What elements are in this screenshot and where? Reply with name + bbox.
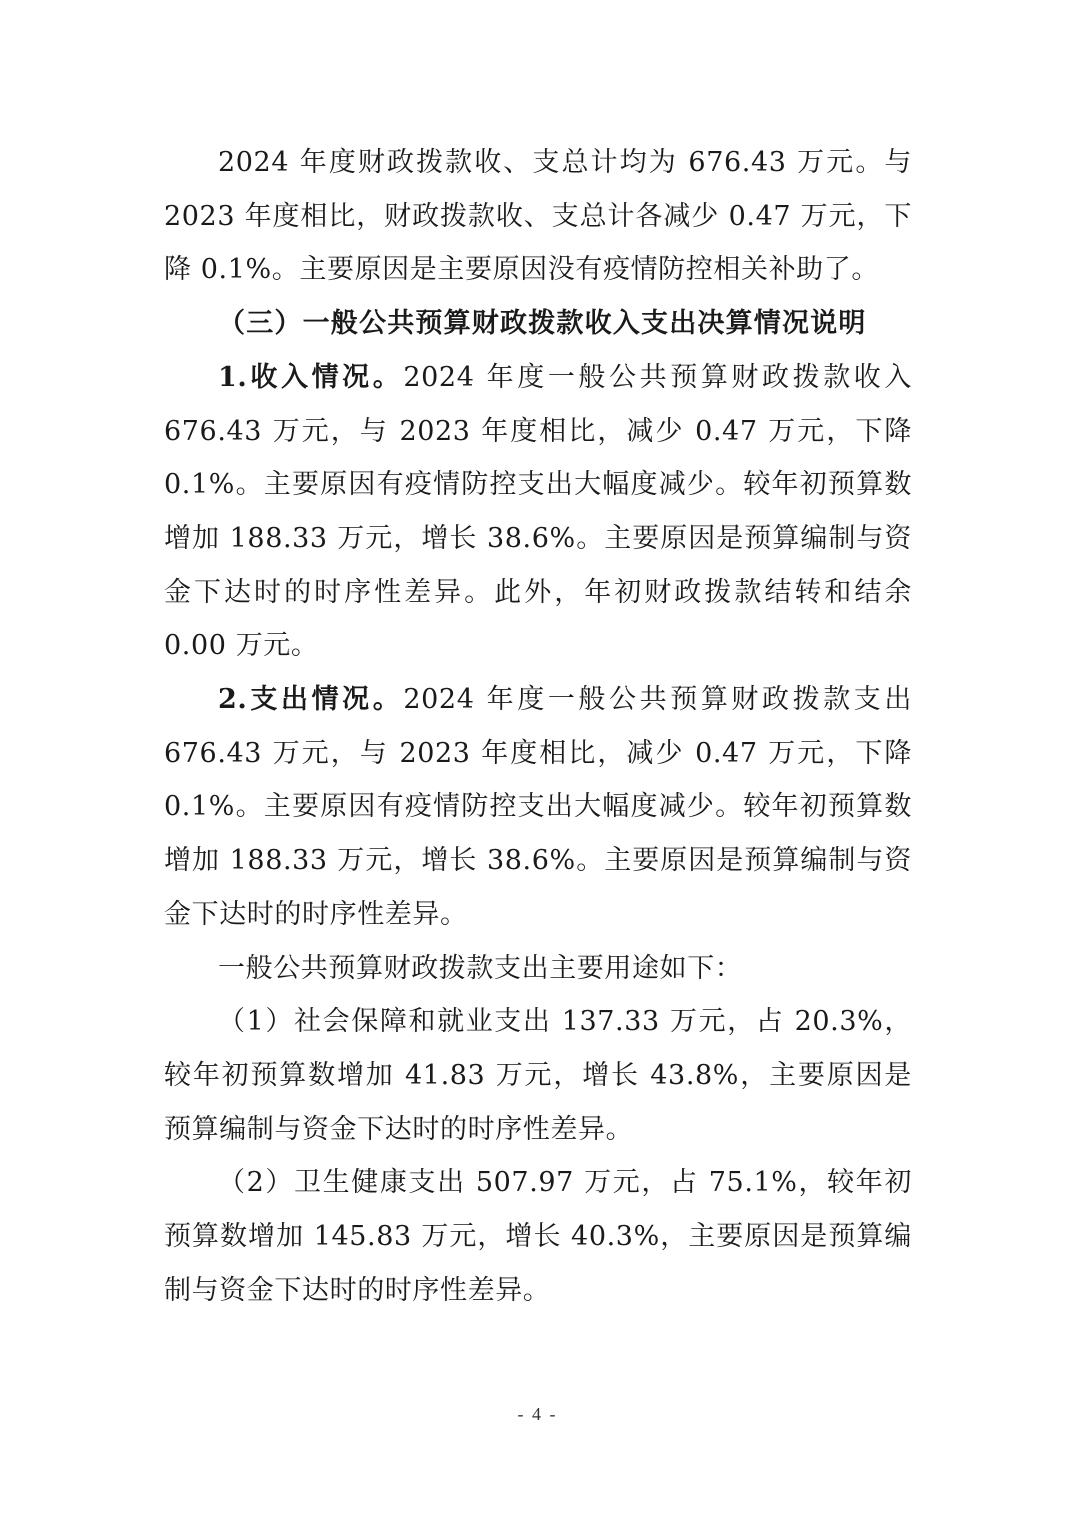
use-item-social-security: （1）社会保障和就业支出 137.33 万元，占 20.3%，较年初预算数增加 41.83 万元，增长 43.8%，主要原因是预算编制与资金下达时的时序性差异。	[164, 1006, 912, 1145]
expense-lead: 2.支出情况。	[218, 684, 404, 716]
income-lead: 1.收入情况。	[218, 361, 404, 393]
section-heading: （三）一般公共预算财政拨款收入支出决算情况说明	[218, 308, 867, 340]
document-body	[164, 136, 912, 1317]
income-text: 2024 年度一般公共预算财政拨款收入 676.43 万元，与 2023 年度相比，减少 0.47 万元，下降 0.1%。主要原因有疫情防控支出大幅度减少。较年初预算数增加 188.33 万元，增长 38.6%。主要原因是预算编制与资金下达时的时序性差异。此外，年初财政拨款结转和结余 0.00 万元。	[164, 361, 912, 662]
uses-intro-paragraph: 一般公共预算财政拨款支出主要用途如下：	[218, 952, 743, 984]
page-number: - 4 -	[517, 1404, 558, 1424]
income-paragraph	[164, 351, 912, 673]
expense-paragraph	[164, 673, 912, 942]
use-item-health: （2）卫生健康支出 507.97 万元，占 75.1%，较年初预算数增加 145.83 万元，增长 40.3%，主要原因是预算编制与资金下达时的时序性差异。	[164, 1167, 912, 1306]
expense-text: 2024 年度一般公共预算财政拨款支出 676.43 万元，与 2023 年度相比，减少 0.47 万元，下降 0.1%。主要原因有疫情防控支出大幅度减少。较年初预算数增加 188.33 万元，增长 38.6%。主要原因是预算编制与资金下达时的时序性差异。	[164, 684, 912, 930]
summary-paragraph: 2024 年度财政拨款收、支总计均为 676.43 万元。与 2023 年度相比，财政拨款收、支总计各减少 0.47 万元，下降 0.1%。主要原因是主要原因没有疫情防控相关补助了。	[164, 147, 912, 286]
